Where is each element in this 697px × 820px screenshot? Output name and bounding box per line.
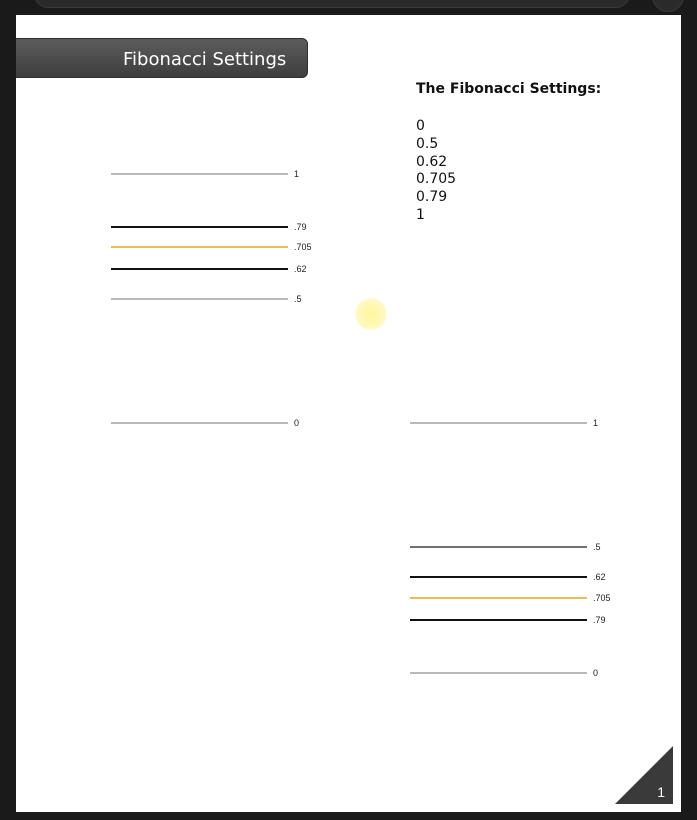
left-fib-label-5: .5 [294,294,302,304]
left-fib-line-705 [111,246,288,248]
page-title: Fibonacci Settings [123,49,287,70]
settings-item: 0 [416,118,425,134]
right-fib-label-0: 0 [593,668,599,678]
settings-item: 1 [416,206,425,223]
right-fib-line-5 [410,546,587,548]
left-fib-line-62 [111,268,288,270]
viewer-menu-button[interactable] [652,0,684,12]
settings-list [416,118,456,225]
left-fib-line-5 [111,298,288,300]
left-fib-label-0: 0 [294,418,300,428]
document-page [16,15,681,812]
left-fib-line-1 [111,173,288,175]
right-fib-line-0 [410,672,587,674]
left-fib-line-79 [111,226,288,228]
right-fib-label-62: .62 [593,572,606,582]
cursor-highlight [355,298,387,330]
right-fib-line-705 [410,597,587,599]
left-fib-label-62: .62 [294,264,307,274]
right-fib-line-79 [410,619,587,621]
settings-heading: The Fibonacci Settings: [416,81,602,97]
settings-item: 0.5 [416,135,439,152]
right-fib-label-1: 1 [593,418,599,428]
right-fib-line-62 [410,576,587,578]
settings-item: 0.62 [416,153,448,170]
viewer-top-bar [34,0,630,8]
right-fib-label-79: .79 [593,615,606,625]
left-fib-label-79: .79 [294,222,307,232]
title-banner [16,38,308,78]
right-fib-line-1 [410,422,587,424]
right-fib-label-705: .705 [593,593,611,603]
right-fib-label-5: .5 [593,542,601,552]
settings-item: 0.705 [416,171,457,188]
left-fib-label-1: 1 [294,169,300,179]
settings-item: 0.79 [416,189,448,206]
left-fib-label-705: .705 [294,242,312,252]
page-number: 1 [657,784,665,800]
left-fib-line-0 [111,422,288,424]
